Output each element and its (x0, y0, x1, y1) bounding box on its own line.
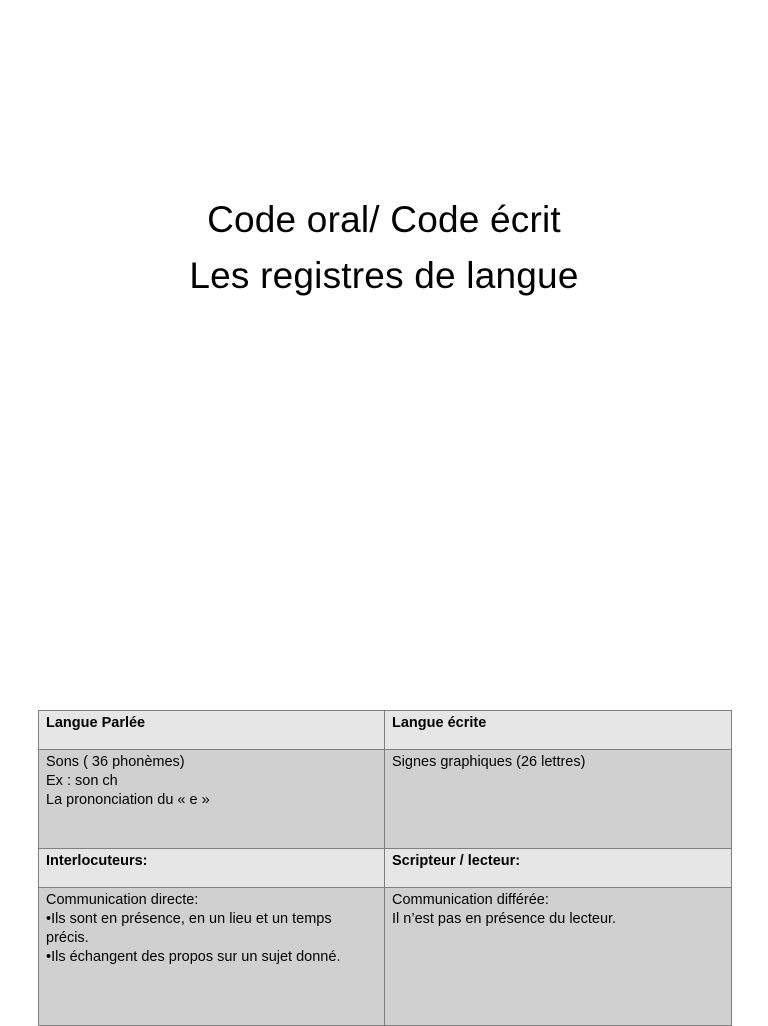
table-cell-written-signs (385, 750, 732, 849)
title-line-2: Les registres de langue (189, 255, 579, 296)
table-cell-interlocutors-header (39, 849, 385, 888)
cell-text: Interlocuteurs: (46, 853, 148, 869)
cell-text: Sons ( 36 phonèmes) (46, 754, 185, 770)
table-cell-deferred-communication (385, 888, 732, 1026)
table-cell-spoken-header (39, 711, 385, 750)
cell-text: La prononciation du « e » (46, 792, 210, 808)
slide-title (0, 192, 768, 304)
table-row (39, 888, 732, 1026)
cell-text: Scripteur / lecteur: (392, 853, 521, 869)
table-cell-written-header (385, 711, 732, 750)
cell-text: Langue écrite (392, 715, 487, 731)
cell-text: Langue Parlée (46, 715, 146, 731)
cell-text: Communication différée: (392, 892, 549, 908)
cell-text: •Ils échangent des propos sur un sujet donné. (46, 949, 341, 965)
table-row (39, 849, 732, 888)
cell-text: •Ils sont en présence, en un lieu et un temps précis. (46, 911, 336, 946)
table-cell-writer-reader-header (385, 849, 732, 888)
table-row (39, 711, 732, 750)
cell-text: Communication directe: (46, 892, 199, 908)
cell-text: Signes graphiques (26 lettres) (392, 754, 586, 770)
comparison-table (38, 710, 732, 1026)
table-cell-direct-communication (39, 888, 385, 1026)
title-line-1: Code oral/ Code écrit (207, 199, 561, 240)
table-cell-spoken-sounds (39, 750, 385, 849)
table-row (39, 750, 732, 849)
cell-text: Ex : son ch (46, 773, 118, 789)
cell-text: Il n’est pas en présence du lecteur. (392, 911, 617, 927)
